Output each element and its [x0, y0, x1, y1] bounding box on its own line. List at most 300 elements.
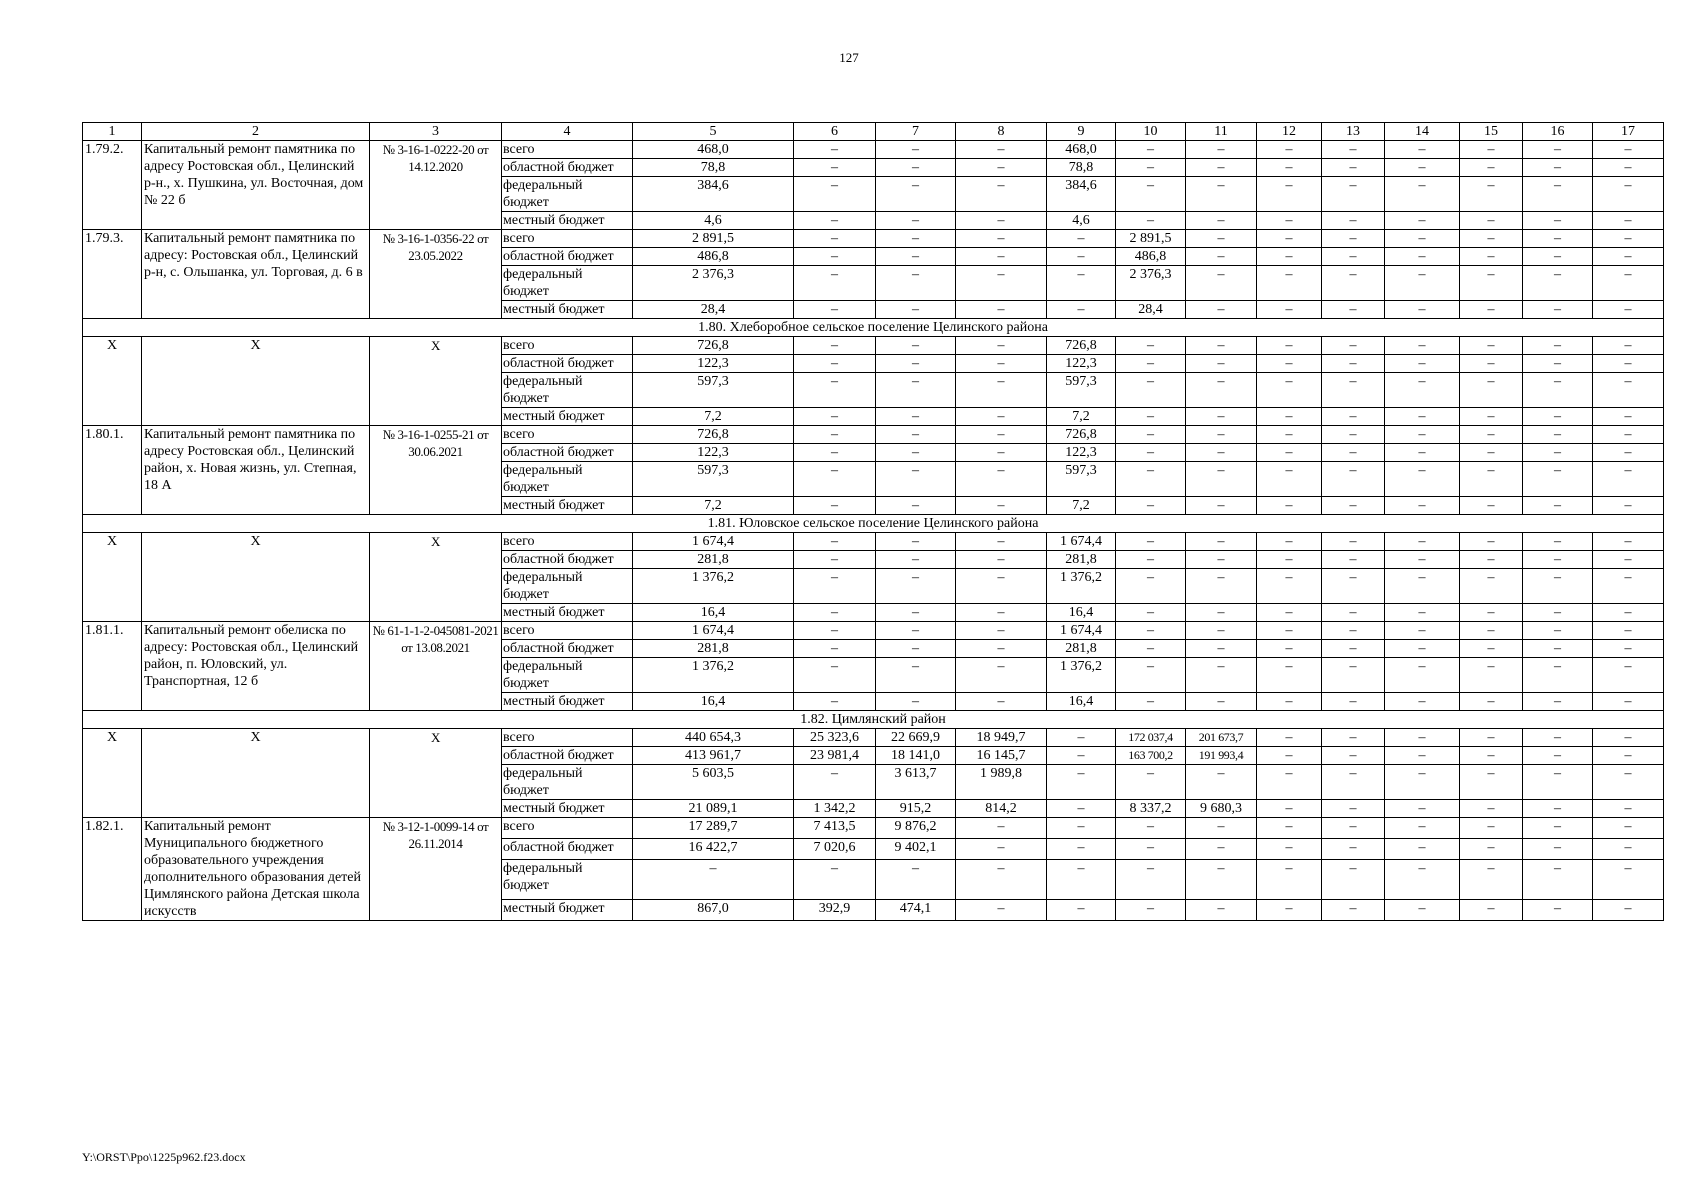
- amount-cell: 122,3: [1047, 355, 1116, 373]
- funding-source: всего: [502, 818, 633, 839]
- amount-cell: –: [1186, 551, 1257, 569]
- amount-cell: –: [956, 248, 1047, 266]
- amount-cell: –: [1385, 569, 1460, 604]
- amount-cell: –: [1385, 444, 1460, 462]
- amount-cell: –: [1322, 355, 1385, 373]
- amount-cell: –: [1257, 859, 1322, 900]
- column-number-cell: 3: [370, 123, 502, 141]
- amount-cell: –: [956, 373, 1047, 408]
- amount-cell: –: [1322, 141, 1385, 159]
- amount-cell: –: [1116, 838, 1186, 859]
- amount-cell: 16 422,7: [633, 838, 794, 859]
- amount-cell: –: [1523, 693, 1593, 711]
- amount-cell: –: [1322, 444, 1385, 462]
- amount-cell: –: [1385, 212, 1460, 230]
- funding-source: местный бюджет: [502, 212, 633, 230]
- amount-cell: –: [1593, 838, 1664, 859]
- amount-cell: –: [794, 355, 876, 373]
- amount-cell: 413 961,7: [633, 747, 794, 765]
- amount-cell: –: [1385, 658, 1460, 693]
- amount-cell: –: [1385, 497, 1460, 515]
- amount-cell: –: [794, 266, 876, 301]
- amount-cell: –: [1460, 337, 1523, 355]
- amount-cell: –: [876, 266, 956, 301]
- amount-cell: –: [1385, 640, 1460, 658]
- amount-cell: –: [794, 533, 876, 551]
- amount-cell: –: [876, 444, 956, 462]
- amount-cell: –: [1047, 838, 1116, 859]
- amount-cell: –: [1322, 177, 1385, 212]
- amount-cell: –: [794, 408, 876, 426]
- amount-cell: –: [1385, 838, 1460, 859]
- amount-cell: –: [1047, 248, 1116, 266]
- document-reference: Х: [370, 729, 502, 818]
- amount-cell: –: [956, 408, 1047, 426]
- amount-cell: –: [1593, 747, 1664, 765]
- amount-cell: –: [876, 408, 956, 426]
- amount-cell: –: [794, 141, 876, 159]
- amount-cell: –: [1116, 900, 1186, 921]
- amount-cell: –: [1257, 551, 1322, 569]
- amount-cell: –: [1257, 729, 1322, 747]
- amount-cell: –: [1593, 551, 1664, 569]
- amount-cell: –: [1322, 900, 1385, 921]
- amount-cell: –: [956, 838, 1047, 859]
- amount-cell: –: [1116, 765, 1186, 800]
- amount-cell: 1 989,8: [956, 765, 1047, 800]
- amount-cell: –: [956, 900, 1047, 921]
- amount-cell: –: [1460, 569, 1523, 604]
- amount-cell: 7,2: [1047, 408, 1116, 426]
- amount-cell: –: [1523, 337, 1593, 355]
- amount-cell: –: [1257, 658, 1322, 693]
- amount-cell: –: [1385, 337, 1460, 355]
- funding-source: местный бюджет: [502, 800, 633, 818]
- amount-cell: 474,1: [876, 900, 956, 921]
- document-reference: № 3-16-1-0222-20 от 14.12.2020: [370, 141, 502, 230]
- amount-cell: –: [1460, 408, 1523, 426]
- amount-cell: –: [794, 301, 876, 319]
- amount-cell: –: [1523, 859, 1593, 900]
- amount-cell: 16,4: [1047, 604, 1116, 622]
- amount-cell: –: [794, 604, 876, 622]
- column-number-cell: 12: [1257, 123, 1322, 141]
- item-name: Х: [142, 337, 370, 426]
- amount-cell: –: [1593, 355, 1664, 373]
- amount-cell: –: [1460, 462, 1523, 497]
- amount-cell: 7 020,6: [794, 838, 876, 859]
- amount-cell: –: [1593, 373, 1664, 408]
- amount-cell: –: [1257, 462, 1322, 497]
- amount-cell: –: [876, 337, 956, 355]
- funding-source: федеральный бюджет: [502, 462, 633, 497]
- amount-cell: 16,4: [1047, 693, 1116, 711]
- document-reference: Х: [370, 533, 502, 622]
- amount-cell: –: [1322, 640, 1385, 658]
- amount-cell: 16,4: [633, 693, 794, 711]
- amount-cell: –: [794, 444, 876, 462]
- amount-cell: –: [794, 426, 876, 444]
- amount-cell: –: [956, 462, 1047, 497]
- amount-cell: –: [1460, 141, 1523, 159]
- amount-cell: 28,4: [1116, 301, 1186, 319]
- funding-source: всего: [502, 426, 633, 444]
- amount-cell: –: [1460, 248, 1523, 266]
- amount-cell: 2 891,5: [1116, 230, 1186, 248]
- amount-cell: –: [1385, 301, 1460, 319]
- amount-cell: –: [1116, 159, 1186, 177]
- amount-cell: –: [1593, 640, 1664, 658]
- amount-cell: 281,8: [1047, 551, 1116, 569]
- document-reference: № 3-12-1-0099-14 от 26.11.2014: [370, 818, 502, 921]
- amount-cell: –: [794, 159, 876, 177]
- amount-cell: 191 993,4: [1186, 747, 1257, 765]
- amount-cell: 7,2: [1047, 497, 1116, 515]
- amount-cell: –: [1460, 230, 1523, 248]
- item-number: 1.80.1.: [83, 426, 142, 515]
- item-number: 1.81.1.: [83, 622, 142, 711]
- amount-cell: 2 891,5: [633, 230, 794, 248]
- amount-cell: –: [1593, 800, 1664, 818]
- amount-cell: –: [1523, 604, 1593, 622]
- funding-source: федеральный бюджет: [502, 765, 633, 800]
- amount-cell: –: [876, 230, 956, 248]
- amount-cell: 78,8: [1047, 159, 1116, 177]
- amount-cell: 9 402,1: [876, 838, 956, 859]
- amount-cell: –: [1116, 818, 1186, 839]
- column-number-row: [83, 123, 1664, 141]
- amount-cell: –: [1047, 747, 1116, 765]
- amount-cell: –: [1593, 729, 1664, 747]
- amount-cell: –: [1322, 569, 1385, 604]
- amount-cell: –: [1116, 426, 1186, 444]
- amount-cell: –: [876, 640, 956, 658]
- funding-source: областной бюджет: [502, 551, 633, 569]
- amount-cell: –: [1523, 622, 1593, 640]
- column-number-cell: 9: [1047, 123, 1116, 141]
- amount-cell: –: [1116, 533, 1186, 551]
- amount-cell: –: [1523, 159, 1593, 177]
- amount-cell: –: [794, 230, 876, 248]
- amount-cell: –: [1047, 900, 1116, 921]
- amount-cell: –: [1322, 838, 1385, 859]
- amount-cell: –: [1322, 800, 1385, 818]
- amount-cell: –: [1460, 838, 1523, 859]
- amount-cell: –: [794, 658, 876, 693]
- column-number-cell: 17: [1593, 123, 1664, 141]
- amount-cell: 281,8: [633, 640, 794, 658]
- funding-source: областной бюджет: [502, 747, 633, 765]
- column-number-cell: 13: [1322, 123, 1385, 141]
- amount-cell: –: [1385, 230, 1460, 248]
- amount-cell: –: [1385, 266, 1460, 301]
- funding-source: областной бюджет: [502, 159, 633, 177]
- funding-row: [83, 426, 1664, 444]
- amount-cell: –: [956, 859, 1047, 900]
- amount-cell: –: [1593, 569, 1664, 604]
- amount-cell: 468,0: [633, 141, 794, 159]
- amount-cell: –: [1523, 141, 1593, 159]
- amount-cell: –: [876, 533, 956, 551]
- amount-cell: 4,6: [1047, 212, 1116, 230]
- funding-source: всего: [502, 230, 633, 248]
- amount-cell: –: [1322, 818, 1385, 839]
- item-number: Х: [83, 337, 142, 426]
- funding-source: местный бюджет: [502, 604, 633, 622]
- amount-cell: –: [1460, 729, 1523, 747]
- amount-cell: –: [1116, 177, 1186, 212]
- amount-cell: –: [876, 301, 956, 319]
- column-number-cell: 10: [1116, 123, 1186, 141]
- amount-cell: –: [1460, 693, 1523, 711]
- section-title: 1.81. Юловское сельское поселение Целинского района: [83, 515, 1664, 533]
- amount-cell: –: [956, 159, 1047, 177]
- funding-source: областной бюджет: [502, 640, 633, 658]
- amount-cell: –: [956, 337, 1047, 355]
- amount-cell: 597,3: [633, 373, 794, 408]
- amount-cell: –: [1322, 266, 1385, 301]
- amount-cell: –: [794, 622, 876, 640]
- amount-cell: –: [1257, 301, 1322, 319]
- amount-cell: –: [1460, 818, 1523, 839]
- amount-cell: –: [1523, 747, 1593, 765]
- amount-cell: 726,8: [633, 426, 794, 444]
- funding-source: областной бюджет: [502, 248, 633, 266]
- amount-cell: –: [1385, 729, 1460, 747]
- amount-cell: –: [1523, 373, 1593, 408]
- amount-cell: –: [1460, 266, 1523, 301]
- amount-cell: –: [1322, 551, 1385, 569]
- amount-cell: –: [1593, 408, 1664, 426]
- amount-cell: –: [1523, 640, 1593, 658]
- amount-cell: 1 376,2: [633, 658, 794, 693]
- document-reference: № 3-16-1-0255-21 от 30.06.2021: [370, 426, 502, 515]
- amount-cell: 1 376,2: [633, 569, 794, 604]
- amount-cell: –: [1186, 355, 1257, 373]
- amount-cell: –: [794, 212, 876, 230]
- amount-cell: –: [1460, 640, 1523, 658]
- amount-cell: –: [1385, 462, 1460, 497]
- amount-cell: –: [1322, 859, 1385, 900]
- amount-cell: –: [1257, 337, 1322, 355]
- amount-cell: –: [1186, 212, 1257, 230]
- column-number-cell: 8: [956, 123, 1047, 141]
- amount-cell: 172 037,4: [1116, 729, 1186, 747]
- amount-cell: –: [1593, 622, 1664, 640]
- amount-cell: –: [956, 497, 1047, 515]
- funding-source: областной бюджет: [502, 355, 633, 373]
- amount-cell: –: [876, 551, 956, 569]
- amount-cell: –: [1186, 533, 1257, 551]
- amount-cell: –: [1593, 212, 1664, 230]
- amount-cell: 1 674,4: [633, 533, 794, 551]
- amount-cell: –: [1257, 230, 1322, 248]
- amount-cell: –: [1385, 693, 1460, 711]
- amount-cell: –: [1593, 426, 1664, 444]
- amount-cell: –: [1523, 266, 1593, 301]
- item-name: Капитальный ремонт обелиска по адресу: Ростовская обл., Целинский район, п. Юловский, ул. Транспортная, 12 б: [142, 622, 370, 711]
- amount-cell: –: [1385, 622, 1460, 640]
- amount-cell: –: [1460, 622, 1523, 640]
- amount-cell: –: [1322, 159, 1385, 177]
- amount-cell: –: [876, 177, 956, 212]
- amount-cell: 4,6: [633, 212, 794, 230]
- amount-cell: 9 680,3: [1186, 800, 1257, 818]
- amount-cell: 5 603,5: [633, 765, 794, 800]
- amount-cell: –: [1322, 373, 1385, 408]
- amount-cell: –: [956, 266, 1047, 301]
- amount-cell: –: [1322, 765, 1385, 800]
- amount-cell: –: [1523, 355, 1593, 373]
- amount-cell: –: [1186, 640, 1257, 658]
- amount-cell: –: [956, 658, 1047, 693]
- section-header-row: [83, 319, 1664, 337]
- amount-cell: –: [1593, 230, 1664, 248]
- amount-cell: –: [1186, 859, 1257, 900]
- amount-cell: –: [1523, 658, 1593, 693]
- amount-cell: –: [876, 248, 956, 266]
- item-name: Х: [142, 729, 370, 818]
- amount-cell: –: [1116, 693, 1186, 711]
- amount-cell: –: [956, 355, 1047, 373]
- column-number-cell: 16: [1523, 123, 1593, 141]
- amount-cell: –: [1523, 551, 1593, 569]
- amount-cell: 867,0: [633, 900, 794, 921]
- amount-cell: 915,2: [876, 800, 956, 818]
- amount-cell: –: [1460, 373, 1523, 408]
- amount-cell: 7 413,5: [794, 818, 876, 839]
- amount-cell: –: [1186, 177, 1257, 212]
- amount-cell: –: [1047, 818, 1116, 839]
- amount-cell: 1 674,4: [633, 622, 794, 640]
- amount-cell: –: [1322, 604, 1385, 622]
- amount-cell: 2 376,3: [1116, 266, 1186, 301]
- amount-cell: 440 654,3: [633, 729, 794, 747]
- amount-cell: –: [1322, 533, 1385, 551]
- amount-cell: –: [794, 177, 876, 212]
- amount-cell: –: [1322, 248, 1385, 266]
- amount-cell: –: [1322, 747, 1385, 765]
- amount-cell: –: [1385, 177, 1460, 212]
- amount-cell: –: [1523, 569, 1593, 604]
- amount-cell: –: [1186, 497, 1257, 515]
- amount-cell: –: [1460, 859, 1523, 900]
- amount-cell: –: [1385, 248, 1460, 266]
- section-header-row: [83, 711, 1664, 729]
- column-number-cell: 7: [876, 123, 956, 141]
- amount-cell: –: [1460, 301, 1523, 319]
- amount-cell: –: [1460, 212, 1523, 230]
- amount-cell: –: [1385, 604, 1460, 622]
- column-number-cell: 5: [633, 123, 794, 141]
- amount-cell: –: [1460, 444, 1523, 462]
- amount-cell: 78,8: [633, 159, 794, 177]
- footer-file-path: Y:\ORST\Ppo\1225p962.f23.docx: [82, 1150, 246, 1164]
- amount-cell: –: [956, 141, 1047, 159]
- amount-cell: –: [1593, 444, 1664, 462]
- amount-cell: –: [1593, 859, 1664, 900]
- amount-cell: –: [794, 765, 876, 800]
- amount-cell: 726,8: [1047, 426, 1116, 444]
- amount-cell: –: [1523, 462, 1593, 497]
- amount-cell: 17 289,7: [633, 818, 794, 839]
- amount-cell: –: [1593, 604, 1664, 622]
- amount-cell: –: [1186, 337, 1257, 355]
- amount-cell: –: [1257, 900, 1322, 921]
- amount-cell: –: [876, 859, 956, 900]
- amount-cell: –: [1257, 533, 1322, 551]
- amount-cell: –: [1257, 765, 1322, 800]
- amount-cell: –: [1460, 159, 1523, 177]
- amount-cell: –: [794, 551, 876, 569]
- amount-cell: –: [1460, 658, 1523, 693]
- amount-cell: –: [1257, 266, 1322, 301]
- amount-cell: –: [1593, 301, 1664, 319]
- amount-cell: –: [1257, 604, 1322, 622]
- amount-cell: –: [1116, 462, 1186, 497]
- amount-cell: –: [1186, 426, 1257, 444]
- amount-cell: –: [1186, 408, 1257, 426]
- funding-source: всего: [502, 622, 633, 640]
- funding-source: местный бюджет: [502, 693, 633, 711]
- amount-cell: –: [1257, 444, 1322, 462]
- funding-row: [83, 729, 1664, 747]
- amount-cell: 16 145,7: [956, 747, 1047, 765]
- amount-cell: –: [1322, 462, 1385, 497]
- amount-cell: –: [956, 622, 1047, 640]
- funding-source: местный бюджет: [502, 408, 633, 426]
- amount-cell: –: [1186, 604, 1257, 622]
- amount-cell: –: [1186, 622, 1257, 640]
- item-name: Капитальный ремонт памятника по адресу Ростовская обл., Целинский р-н., х. Пушкина, ул. Восточная, дом № 22 б: [142, 141, 370, 230]
- amount-cell: 18 141,0: [876, 747, 956, 765]
- table-body: [83, 123, 1664, 921]
- amount-cell: –: [1460, 177, 1523, 212]
- amount-cell: –: [876, 604, 956, 622]
- amount-cell: –: [1186, 301, 1257, 319]
- amount-cell: –: [1116, 859, 1186, 900]
- amount-cell: –: [1322, 497, 1385, 515]
- amount-cell: –: [1460, 426, 1523, 444]
- amount-cell: –: [1593, 141, 1664, 159]
- amount-cell: –: [1385, 141, 1460, 159]
- item-name: Капитальный ремонт Муниципального бюджетного образовательного учреждения дополнительного образования детей Цимлянского района Детская школа искусств: [142, 818, 370, 921]
- amount-cell: –: [1047, 230, 1116, 248]
- amount-cell: –: [1116, 355, 1186, 373]
- amount-cell: 597,3: [633, 462, 794, 497]
- financing-table: [82, 122, 1664, 921]
- amount-cell: –: [1116, 622, 1186, 640]
- amount-cell: –: [1186, 373, 1257, 408]
- amount-cell: –: [1385, 373, 1460, 408]
- funding-source: федеральный бюджет: [502, 859, 633, 900]
- amount-cell: –: [1523, 212, 1593, 230]
- amount-cell: –: [1322, 622, 1385, 640]
- amount-cell: –: [1186, 765, 1257, 800]
- amount-cell: 9 876,2: [876, 818, 956, 839]
- amount-cell: –: [633, 859, 794, 900]
- amount-cell: 384,6: [633, 177, 794, 212]
- funding-source: всего: [502, 533, 633, 551]
- amount-cell: –: [956, 693, 1047, 711]
- amount-cell: –: [876, 426, 956, 444]
- amount-cell: –: [1186, 159, 1257, 177]
- amount-cell: –: [1257, 248, 1322, 266]
- column-number-cell: 4: [502, 123, 633, 141]
- amount-cell: –: [1116, 604, 1186, 622]
- amount-cell: 22 669,9: [876, 729, 956, 747]
- amount-cell: 468,0: [1047, 141, 1116, 159]
